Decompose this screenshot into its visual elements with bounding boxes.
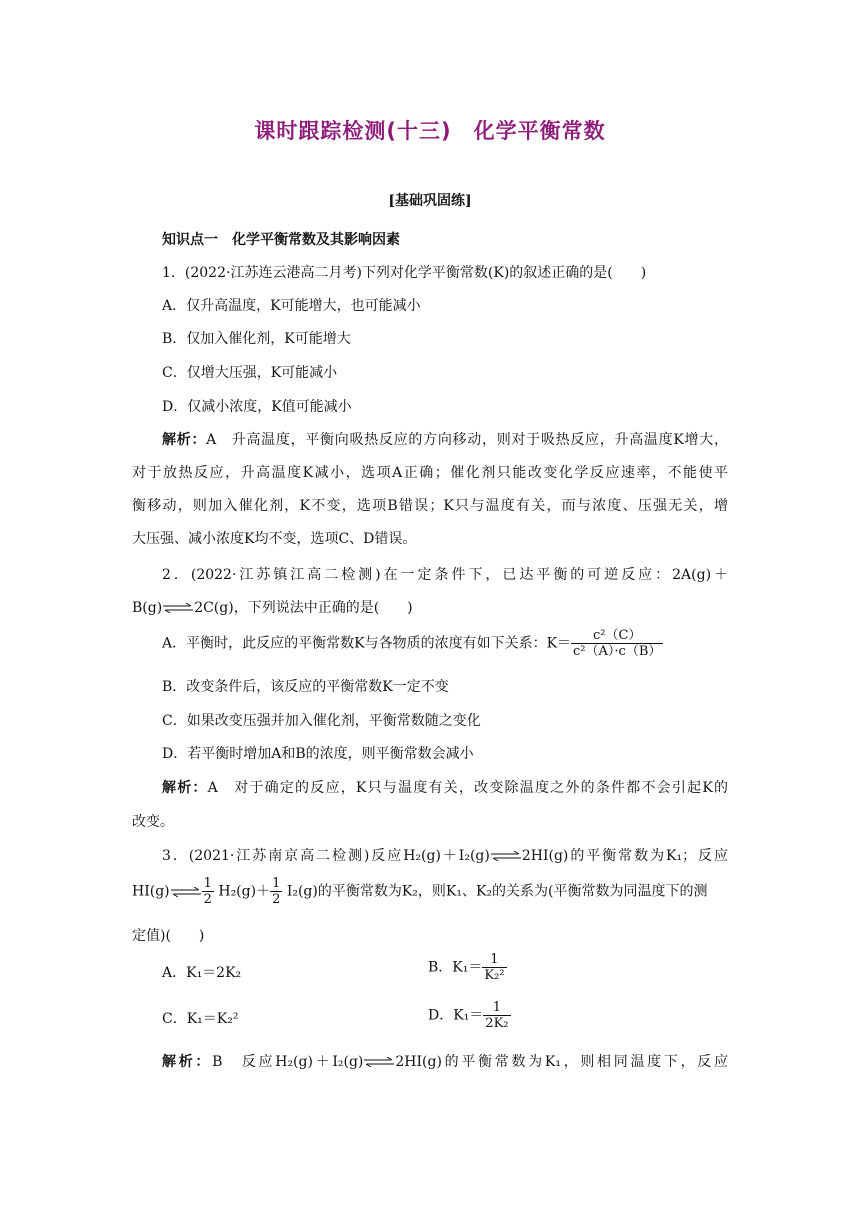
q3-analysis-text-a: B 反应H₂(g)＋I₂(g) [212, 1054, 364, 1070]
q3-analysis-text-b: 2HI(g)的平衡常数为K₁，则相同温度下，反应 [395, 1054, 728, 1070]
q1-analysis-line-1 [162, 429, 728, 449]
q2-option-a [162, 628, 663, 659]
q3-stem-text-1b: 2HI(g)的平衡常数为K₁；反应 [521, 848, 728, 864]
q1-analysis-line-2: 对于放热反应，升高温度K减小，选项A正确；催化剂只能改变化学反应速率，不能使平 [132, 465, 728, 481]
section-heading: [基础巩固练] [388, 193, 472, 209]
q3-stem-text-1a: 3．(2021·江苏南京高二检测)反应H₂(g)＋I₂(g) [162, 848, 490, 864]
page-title: 课时跟踪检测(十三) 化学平衡常数 [254, 119, 606, 143]
q1-option-a: A．仅升高温度，K可能增大，也可能减小 [162, 298, 421, 314]
q3-stem-line-2 [132, 876, 728, 907]
q2-stem-line-1: 2．(2022·江苏镇江高二检测)在一定条件下，已达平衡的可逆反应：2A(g)＋ [162, 567, 728, 583]
q3-option-d [428, 1000, 511, 1031]
fraction-numerator: 1 [272, 876, 281, 891]
q2-k-denominator: c²（A）·c（B） [573, 644, 662, 659]
q2-analysis-line-2: 改变。 [132, 814, 174, 830]
q3-stem-line-3: 定值)( ) [132, 928, 205, 944]
fraction-denominator: 2 [203, 892, 212, 907]
q3-half-fraction [202, 876, 214, 907]
q3-option-b-fraction [482, 952, 506, 983]
q1-analysis-text-1: A 升高温度，平衡向吸热反应的方向移动，则对于吸热反应，升高温度K增大， [206, 432, 728, 448]
analysis-label: 解析： [162, 780, 208, 796]
q1-stem: 1．(2022·江苏连云港高二月考)下列对化学平衡常数(K)的叙述正确的是( ) [162, 265, 647, 281]
q1-analysis-line-4: 大压强、减小浓度K均不变，选项C、D错误。 [132, 531, 417, 547]
q2-reactant: B(g) [132, 600, 163, 616]
equilibrium-arrow-icon [162, 603, 194, 613]
q2-option-a-text: A．平衡时，此反应的平衡常数K与各物质的浓度有如下关系：K＝ [162, 635, 572, 652]
q3-stem-line-1 [162, 845, 728, 865]
fraction-denominator: 2K₂ [485, 1016, 509, 1031]
q1-option-b: B．仅加入催化剂，K可能增大 [162, 331, 351, 347]
q2-option-b: B．改变条件后，该反应的平衡常数K一定不变 [162, 679, 449, 695]
fraction-numerator: 1 [203, 876, 212, 891]
q3-option-b-text: B．K₁＝ [428, 959, 483, 976]
equilibrium-arrow-icon [170, 887, 202, 897]
q2-option-c: C．如果改变压强并加入催化剂，平衡常数随之变化 [162, 713, 481, 729]
fraction-denominator: K₂² [484, 968, 505, 983]
fraction-numerator: 1 [483, 1000, 510, 1016]
q1-option-d: D．仅减小浓度，K值可能减小 [162, 399, 352, 415]
q2-product: 2C(g)，下列说法中正确的是( ) [194, 600, 413, 616]
fraction-numerator: 1 [482, 952, 506, 968]
q3-half-fraction [270, 876, 282, 907]
q2-analysis-line-1 [162, 777, 728, 797]
q3-analysis-line-1 [162, 1051, 728, 1071]
knowledge-point-heading: 知识点一 化学平衡常数及其影响因素 [162, 232, 400, 248]
q2-stem-line-2 [132, 597, 413, 617]
q3-stem-text-2: HI(g) [132, 883, 170, 900]
analysis-label: 解析： [162, 432, 207, 448]
q3-option-d-text: D．K₁＝ [428, 1007, 484, 1024]
q3-option-a: A．K₁＝2K₂ [162, 965, 242, 981]
analysis-label: 解析： [162, 1054, 213, 1070]
q1-analysis-line-3: 衡移动，则加入催化剂，K不变，选项B错误；K只与温度有关，而与浓度、压强无关，增 [132, 498, 728, 514]
q3-stem-text-2c: I₂(g)的平衡常数为K₂，则K₁、K₂的关系为(平衡常数为同温度下的测 [286, 883, 708, 900]
q2-analysis-text-1: A 对于确定的反应，K只与温度有关，改变除温度之外的条件都不会引起K的 [207, 780, 729, 796]
q1-option-c: C．仅增大压强，K可能减小 [162, 365, 338, 381]
fraction-denominator: 2 [272, 892, 281, 907]
q3-option-c: C．K₁＝K₂² [162, 1011, 239, 1027]
q2-k-expression [571, 628, 663, 659]
q2-k-numerator: c²（C） [571, 628, 663, 644]
equilibrium-arrow-icon [490, 851, 522, 861]
equilibrium-arrow-icon [363, 1057, 395, 1067]
q3-option-d-fraction [483, 1000, 510, 1031]
q3-option-b [428, 952, 507, 983]
q3-stem-text-2b: H₂(g)＋ [218, 883, 271, 900]
q2-option-d: D．若平衡时增加A和B的浓度，则平衡常数会减小 [162, 746, 474, 762]
